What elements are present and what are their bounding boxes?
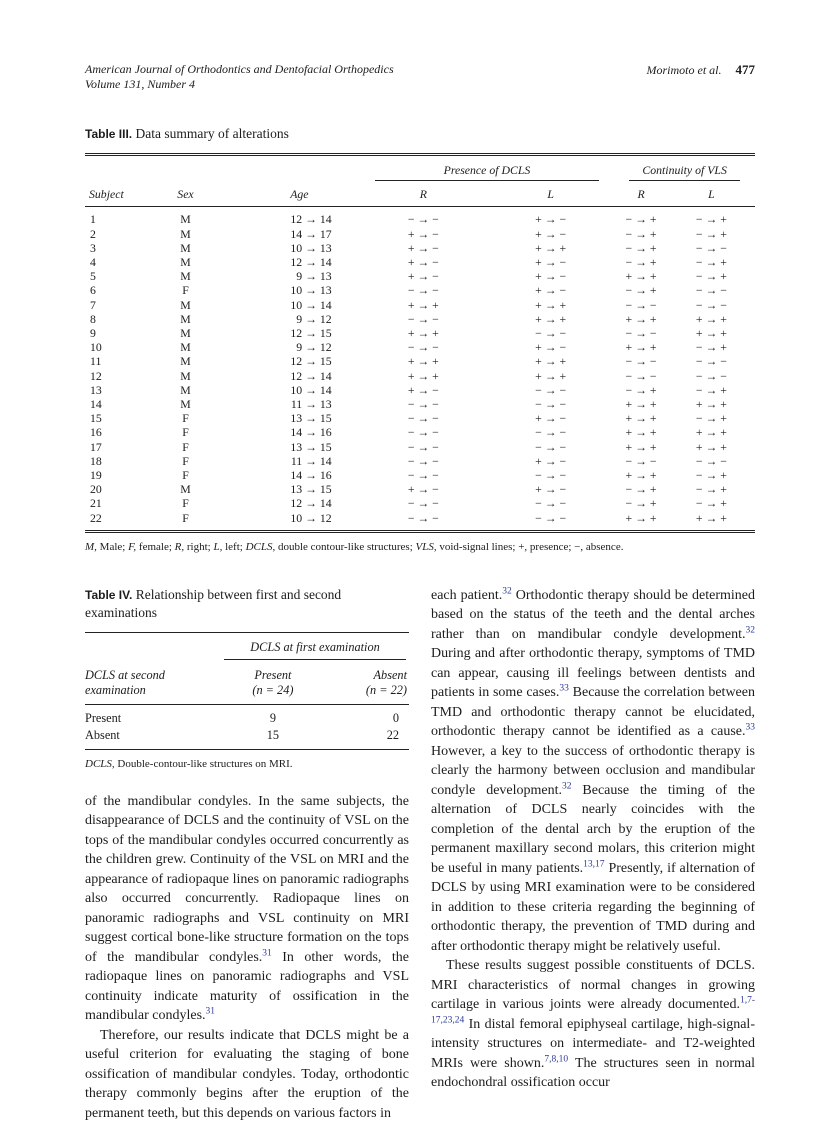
right-column (431, 586, 755, 1122)
table-cell: − → − (407, 397, 439, 412)
table-cell: 12 (90, 368, 102, 383)
table3-label: Table III. (85, 127, 133, 141)
table3-title (85, 125, 755, 143)
table-cell: + → + (625, 468, 657, 483)
table-cell: + → + (535, 311, 567, 326)
left-column-text (85, 792, 409, 1122)
table-cell: − → − (695, 240, 727, 255)
table-row (85, 326, 755, 340)
table-row (85, 511, 755, 532)
table-row (85, 383, 755, 397)
table-row (85, 482, 755, 496)
italic-abbreviation: DCLS, (85, 757, 115, 770)
table4 (85, 632, 409, 750)
table-cell: − → + (695, 269, 727, 284)
table-cell: 12 → 15 (290, 354, 332, 369)
paragraph: of the mandibular condyles. In the same subjects, the disappearance of DCLS and the continuity of VSL on the tops of the mandibular condyles occurred concurrently as the children grew. Continuity of the VSL on MRI and the appearance of radiopaque lines on panoramic radiographs also occurred concurrently. Radiopaque lines on panoramic radiographs and VSL continuity on MRI suggest cortical bone-like structure formation on the tops of the mandibular condyles.$^{31}$ In other words, the radiopaque lines on panoramic radiographs and VSL continuity indicate maturity of ossification in the mandibular condyles.$^{31}$ (85, 793, 409, 1024)
table-cell: + → + (625, 425, 657, 440)
group-header-spacer (85, 155, 360, 183)
table4-span-header-row (85, 632, 409, 661)
table-cell: + → + (695, 425, 727, 440)
table-cell: + → + (695, 397, 727, 412)
table-cell: 14 → 16 (290, 425, 332, 440)
table-cell: + → + (625, 510, 657, 525)
table-row (85, 340, 755, 354)
table-cell: + → + (535, 240, 567, 255)
table-cell: 9 (269, 710, 276, 725)
table-row (85, 283, 755, 297)
table-cell: Present (85, 710, 122, 725)
table4-footnote: DCLS, Double-contour-like structures on MRI. (85, 757, 293, 770)
table-cell: F (182, 468, 189, 483)
table-cell: − → − (625, 326, 657, 341)
col-header-dcls-l: L (487, 182, 614, 207)
table-cell: − → − (407, 340, 439, 355)
table-cell: 12 → 14 (290, 255, 332, 270)
table-cell: + → + (625, 397, 657, 412)
table-cell: 14 → 17 (290, 226, 332, 241)
table-row (85, 207, 755, 227)
table-cell: F (182, 510, 189, 525)
table-cell: + → + (535, 297, 567, 312)
reference-link[interactable]: 1,7-17,23,24 (431, 995, 755, 1026)
table-row (85, 269, 755, 283)
table-cell: + → − (535, 482, 567, 497)
table-cell: 16 (90, 425, 102, 440)
table-cell: 0 (392, 710, 399, 725)
table-cell: − → + (625, 240, 657, 255)
table4-caption: Relationship between first and second examinations (85, 586, 342, 620)
table-cell: − → − (535, 439, 567, 454)
reference-link[interactable]: 32 (745, 625, 755, 636)
table-cell: + → + (535, 354, 567, 369)
table4-column-header-row (85, 661, 409, 705)
group-header-continuity-vls: Continuity of VLS (614, 155, 755, 183)
italic-abbreviation: L, (213, 540, 223, 553)
table-cell: − → − (535, 326, 567, 341)
authors-label: Morimoto et al. (646, 63, 722, 77)
table-cell: − → − (695, 283, 727, 298)
left-column (85, 586, 409, 1122)
journal-title: American Journal of Orthodontics and Dentofacial Orthopedics (85, 62, 394, 76)
table-cell: + → + (407, 297, 439, 312)
table-cell: + → − (535, 226, 567, 241)
table-cell: 10 → 14 (290, 297, 332, 312)
table-cell: − → − (535, 510, 567, 525)
table-cell: F (182, 496, 189, 511)
authors-pagenumber (647, 62, 756, 78)
table-cell: 21 (90, 496, 102, 511)
reference-link[interactable]: 32 (502, 586, 512, 597)
table-cell: + → − (407, 226, 439, 241)
table-cell: − → + (695, 468, 727, 483)
table-cell: 13 → 15 (290, 411, 332, 426)
table-cell: − → − (695, 297, 727, 312)
table-cell: 18 (90, 453, 102, 468)
table4-label: Table IV. (85, 587, 133, 602)
table-cell: − → + (695, 482, 727, 497)
table-cell: 15 (90, 411, 102, 426)
col-header-subject: Subject (85, 182, 132, 207)
table-cell: 19 (90, 468, 102, 483)
table-cell: 10 → 14 (290, 382, 332, 397)
reference-link[interactable]: 33 (559, 683, 569, 694)
table-row (85, 496, 755, 510)
table-cell: + → + (407, 326, 439, 341)
table-row (85, 704, 409, 727)
table-cell: M (180, 382, 191, 397)
table-cell: 3 (90, 240, 96, 255)
table3-footnote: M, Male; F, female; R, right; L, left; DCLS, double contour-like structures; VLS, void-signal lines; +, presence; −, absence. (85, 540, 624, 553)
table-cell: − → + (625, 482, 657, 497)
table-cell: − → + (695, 255, 727, 270)
group-header-presence-dcls: Presence of DCLS (360, 155, 615, 183)
table-cell: − → − (625, 354, 657, 369)
table-cell: 2 (90, 226, 96, 241)
table-cell: M (180, 240, 191, 255)
table-cell: 7 (90, 297, 96, 312)
running-head (85, 62, 755, 92)
table-cell: M (180, 255, 191, 270)
table-cell: M (180, 354, 191, 369)
table-cell: − → − (407, 311, 439, 326)
table3-group-header-row (85, 155, 755, 183)
table4-span-header: DCLS at first examination (221, 632, 409, 661)
table-cell: − → + (625, 283, 657, 298)
journal-volume: Volume 131, Number 4 (85, 77, 195, 91)
table-cell: − → − (407, 212, 439, 227)
table-cell: + → + (695, 311, 727, 326)
table-cell: − → − (535, 496, 567, 511)
table-cell: Absent (85, 727, 120, 742)
table-row (85, 727, 409, 750)
table-cell: + → − (535, 212, 567, 227)
table-cell: + → − (535, 269, 567, 284)
table-cell: 10 → 13 (290, 283, 332, 298)
reference-link[interactable]: 7,8,10 (544, 1054, 569, 1065)
col-header-vls-l: L (668, 182, 755, 207)
table-cell: − → − (625, 297, 657, 312)
table-cell: + → + (625, 340, 657, 355)
table-cell: 12 → 14 (290, 368, 332, 383)
table-cell: + → − (535, 411, 567, 426)
table-cell: M (180, 297, 191, 312)
table-cell: M (180, 212, 191, 227)
table-cell: − → + (625, 496, 657, 511)
table-cell: + → − (407, 269, 439, 284)
table-cell: − → − (535, 468, 567, 483)
col-header-dcls-r: R (360, 182, 487, 207)
table-row (85, 241, 755, 255)
table-cell: − → − (407, 283, 439, 298)
table-cell: 9 → 12 (296, 311, 332, 326)
table-cell: + → − (535, 255, 567, 270)
table-cell: 5 (90, 269, 96, 284)
table-cell: 4 (90, 255, 96, 270)
table-cell: 14 → 16 (290, 468, 332, 483)
table-cell: − → + (695, 382, 727, 397)
table-cell: 12 → 14 (290, 212, 332, 227)
table-cell: 17 (90, 439, 102, 454)
table-cell: + → + (695, 326, 727, 341)
reference-link[interactable]: 32 (562, 781, 572, 792)
table-cell: + → − (535, 340, 567, 355)
table-cell: + → − (407, 482, 439, 497)
table-cell: + → − (535, 453, 567, 468)
table3-caption: Data summary of alterations (135, 126, 289, 141)
table-cell: − → − (407, 496, 439, 511)
table-row (85, 227, 755, 241)
table-cell: + → + (625, 269, 657, 284)
table-cell: M (180, 482, 191, 497)
reference-link[interactable]: 31 (262, 948, 272, 959)
table-cell: 14 (90, 397, 102, 412)
table-cell: 6 (90, 283, 96, 298)
table-cell: + → − (535, 283, 567, 298)
table-row (85, 298, 755, 312)
table-cell: + → + (625, 411, 657, 426)
table-row (85, 255, 755, 269)
table-cell: − → − (407, 510, 439, 525)
table-cell: M (180, 397, 191, 412)
table-cell: − → − (407, 468, 439, 483)
table-cell: + → − (407, 255, 439, 270)
table4-body (85, 704, 409, 749)
table-cell: − → + (695, 340, 727, 355)
table-cell: + → + (695, 510, 727, 525)
paragraph: Therefore, our results indicate that DCLS might be a useful criterion for evaluating the staging of bone ossification of mandibular condyles. Today, orthodontic therapy commonly begins after the eruption of the permanent teeth, but this depends on various factors in (85, 1027, 409, 1121)
table-cell: F (182, 283, 189, 298)
table-cell: − → − (695, 453, 727, 468)
table-cell: 1 (90, 212, 96, 227)
table-cell: 13 (90, 382, 102, 397)
col-header-sex: Sex (132, 182, 239, 207)
table-cell: M (180, 368, 191, 383)
table4-span-spacer (85, 632, 221, 661)
table-cell: − → − (535, 397, 567, 412)
table-cell: 22 (386, 727, 399, 742)
table3 (85, 153, 755, 533)
table-row (85, 440, 755, 454)
italic-abbreviation: M, (85, 540, 97, 553)
col-header-age: Age (239, 182, 360, 207)
table-cell: − → − (407, 453, 439, 468)
table-cell: M (180, 326, 191, 341)
table-cell: − → + (695, 226, 727, 241)
table-cell: − → + (625, 255, 657, 270)
italic-abbreviation: R, (174, 540, 185, 553)
table4-col-present: Present (n = 24) (221, 661, 325, 705)
table-cell: 13 → 15 (290, 482, 332, 497)
table-cell: 12 → 14 (290, 496, 332, 511)
table4-col-absent: Absent (n = 22) (325, 661, 409, 705)
table-cell: − → − (625, 453, 657, 468)
reference-link[interactable]: 33 (745, 722, 755, 733)
table-row (85, 468, 755, 482)
table-cell: − → − (407, 439, 439, 454)
table-cell: 20 (90, 482, 102, 497)
table-cell: M (180, 311, 191, 326)
table-cell: − → + (625, 212, 657, 227)
table-cell: − → + (695, 212, 727, 227)
table4-title (85, 586, 409, 621)
table-cell: 9 (90, 326, 96, 341)
table-cell: 9 → 13 (296, 269, 332, 284)
table3-column-header-row (85, 182, 755, 207)
table-row (85, 397, 755, 411)
table-cell: + → − (407, 240, 439, 255)
table-cell: − → + (695, 411, 727, 426)
table-row (85, 354, 755, 368)
table-cell: M (180, 269, 191, 284)
table-cell: + → + (625, 439, 657, 454)
italic-abbreviation: F, (128, 540, 137, 553)
table-cell: − → − (535, 382, 567, 397)
table-cell: − → − (695, 354, 727, 369)
table-cell: F (182, 453, 189, 468)
table-cell: − → + (625, 226, 657, 241)
table-cell: 12 → 15 (290, 326, 332, 341)
table-row (85, 411, 755, 425)
table-cell: 11 → 13 (290, 397, 332, 412)
table-cell: 15 (266, 727, 280, 742)
table-cell: + → + (625, 311, 657, 326)
italic-abbreviation: DCLS, (245, 540, 276, 553)
reference-link[interactable]: 13,17 (583, 859, 605, 870)
table-cell: − → − (695, 368, 727, 383)
page-number: 477 (735, 62, 755, 77)
table-cell: M (180, 340, 191, 355)
paragraph: each patient.$^{32}$ Orthodontic therapy should be determined based on the status of the teeth and the dental arches rather than on mandibular condyle development.$^{32}$ During and after orthodontic therapy, symptoms of TMD can appear, causing ill feelings between dentists and patients in some cases.$^{33}$ Because the correlation between TMD and orthodontic therapy cannot be elucidated, orthodontic therapy cannot be identified as a cause.$^{33}$ However, a key to the success of orthodontic therapy is clearly the harmony between occlusion and mandibular condyle development.$^{32}$ Because the timing of the alternation of DCLS nearly coincides with the completion of the dental arch by the eruption of the permanent maxillary second molars, this criterion might be useful in many patients.$^{13,17}$ Presently, if alternation of DCLS by using MRI examination were to be considered in addition to these criteria regarding the beginning of orthodontic therapy, the prevention of TMD during and after orthodontic therapy might be relatively useful. (431, 586, 755, 954)
table-cell: + → + (695, 439, 727, 454)
table-cell: − → − (407, 425, 439, 440)
table-cell: − → − (625, 368, 657, 383)
table-cell: 13 → 15 (290, 439, 332, 454)
reference-link[interactable]: 31 (205, 1006, 216, 1017)
table3-body (85, 207, 755, 531)
table-row (85, 312, 755, 326)
table-cell: + → − (407, 382, 439, 397)
table-cell: 11 → 14 (290, 453, 332, 468)
col-header-vls-r: R (614, 182, 668, 207)
table4-stub-header: DCLS at second examination (85, 661, 221, 705)
table-cell: 9 → 12 (296, 340, 332, 355)
table-cell: − → + (625, 382, 657, 397)
table-cell: + → + (407, 368, 439, 383)
table-cell: + → + (407, 354, 439, 369)
table-cell: F (182, 439, 189, 454)
two-column-body (85, 586, 755, 1122)
table-cell: + → + (535, 368, 567, 383)
table-cell: − → + (695, 496, 727, 511)
table-cell: F (182, 425, 189, 440)
table-row (85, 369, 755, 383)
table-cell: 10 (90, 340, 102, 355)
table-cell: 11 (90, 354, 102, 369)
paragraph: These results suggest possible constituents of DCLS. MRI characteristics of normal changes in growing cartilage in various joints were already documented.$^{1,7-17,23,24}$ In distal femoral epiphyseal cartilage, high-signal-intensity structures on intermediate- and T2-weighted MRIs were shown.$^{7,8,10}$ The structures seen in normal endochondral ossification occur (431, 958, 755, 1091)
table-cell: − → − (535, 425, 567, 440)
table-cell: − → − (407, 411, 439, 426)
table-cell: 10 → 13 (290, 240, 332, 255)
table-cell: F (182, 411, 189, 426)
table-cell: 10 → 12 (290, 510, 332, 525)
italic-abbreviation: VLS, (415, 540, 437, 553)
table-row (85, 454, 755, 468)
table-row (85, 425, 755, 439)
table-cell: M (180, 226, 191, 241)
table-cell: 22 (90, 510, 102, 525)
table-cell: 8 (90, 311, 96, 326)
journal-info (85, 62, 394, 92)
